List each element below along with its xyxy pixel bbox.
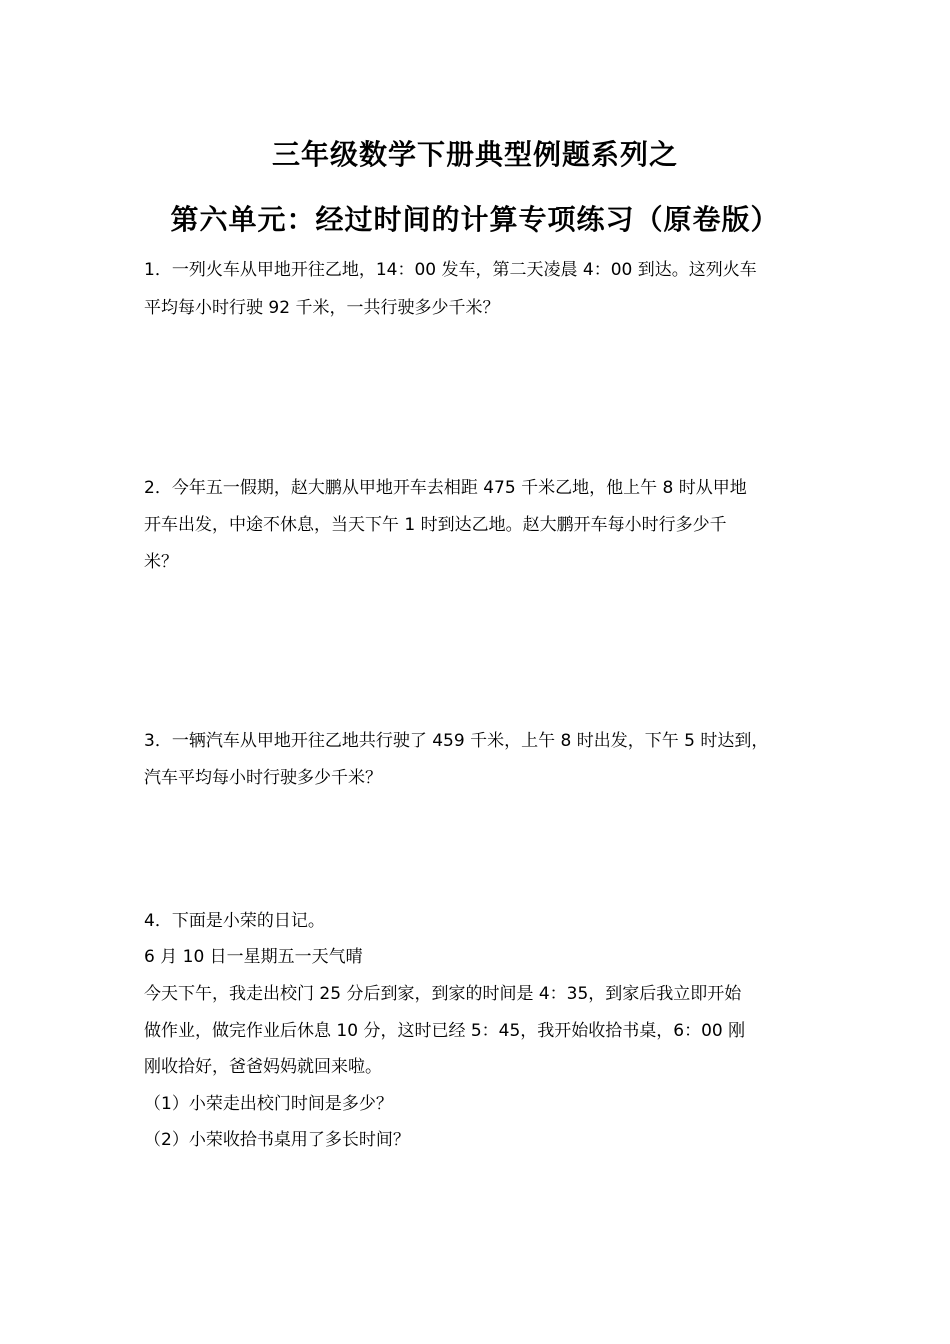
question-4-diary-date: 6 月 10 日一星期五一天气晴: [144, 947, 363, 967]
title-line-1: 三年级数学下册典型例题系列之: [271, 138, 678, 171]
question-4-subquestion-2: （2）小荣收拾书桌用了多长时间？: [144, 1130, 410, 1150]
question-1-line-2: 平均每小时行驶 92 千米，一共行驶多少千米？: [144, 298, 500, 318]
question-2-line-1: 2．今年五一假期，赵大鹏从甲地开车去相距 475 千米乙地，他上午 8 时从甲地: [144, 478, 747, 498]
question-4-subquestion-1: （1）小荣走出校门时间是多少？: [144, 1094, 393, 1114]
question-2-line-3: 米？: [144, 552, 178, 572]
question-4-diary-line-1: 今天下午，我走出校门 25 分后到家，到家的时间是 4：35，到家后我立即开始: [144, 984, 742, 1004]
question-3-line-1: 3．一辆汽车从甲地开往乙地共行驶了 459 千米，上午 8 时出发，下午 5 时达到，: [144, 731, 769, 751]
title-line-2: 第六单元：经过时间的计算专项练习（原卷版）: [170, 203, 780, 236]
question-2-line-2: 开车出发，中途不休息，当天下午 1 时到达乙地。赵大鹏开车每小时行多少千: [144, 515, 727, 535]
question-4-diary-line-2: 做作业，做完作业后休息 10 分，这时已经 5：45，我开始收拾书桌，6：00 刚: [144, 1021, 746, 1041]
question-4-line-1: 4．下面是小荣的日记。: [144, 911, 325, 931]
question-4-diary-line-3: 刚收拾好，爸爸妈妈就回来啦。: [144, 1057, 382, 1077]
question-1-line-1: 1．一列火车从甲地开往乙地，14：00 发车，第二天凌晨 4：00 到达。这列火车: [144, 260, 757, 280]
question-3-line-2: 汽车平均每小时行驶多少千米？: [144, 768, 382, 788]
